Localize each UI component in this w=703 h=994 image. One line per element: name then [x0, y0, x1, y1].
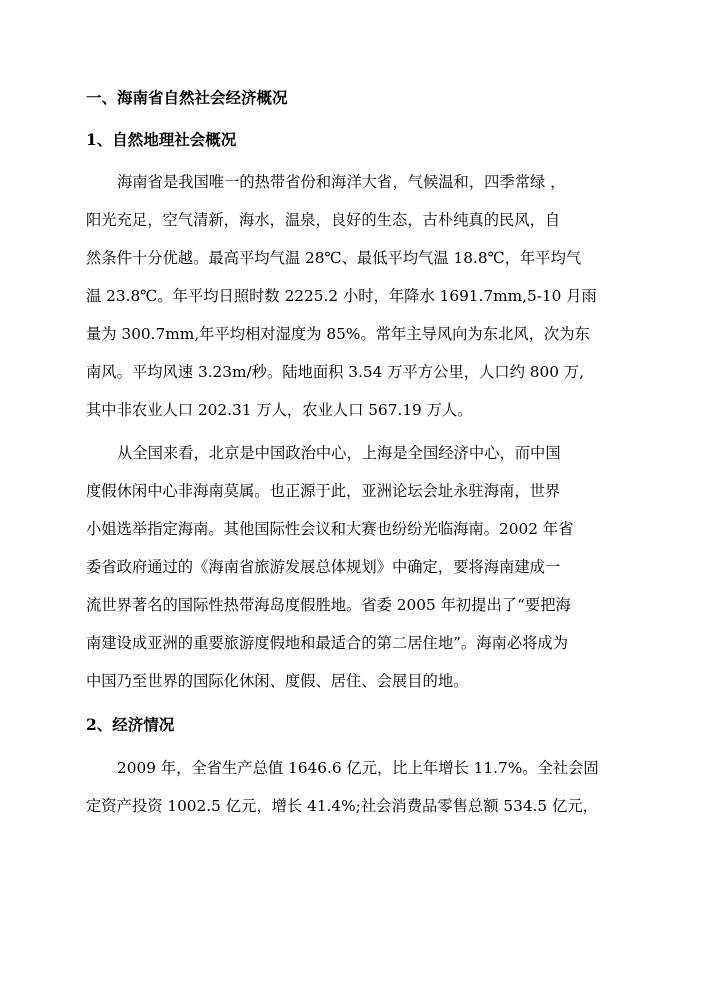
subsection-heading: 1、自然地理社会概况 — [86, 130, 237, 149]
paragraph-line: 阳光充足，空气清新，海水，温泉，良好的生态，古朴纯真的民风，自 — [86, 211, 561, 229]
subsection-heading: 2、经济情况 — [86, 715, 175, 734]
paragraph-line: 中国乃至世界的国际化休闲、度假、居住、会展目的地。 — [86, 672, 469, 690]
paragraph-line: 2009 年，全省生产总值 1646.6 亿元，比上年增长 11.7%。全社会固 — [117, 759, 599, 777]
paragraph-line: 定资产投资 1002.5 亿元，增长 41.4%;社会消费品零售总额 534.5 亿元， — [86, 797, 598, 815]
paragraph-line: 其中非农业人口 202.31 万人，农业人口 567.19 万人。 — [86, 401, 473, 419]
paragraph-line: 南建设成亚洲的重要旅游度假地和最适合的第二居住地”。海南必将成为 — [86, 634, 569, 652]
paragraph-line: 温 23.8℃。年平均日照时数 2225.2 小时，年降水 1691.7mm,5-10 月雨 — [86, 287, 597, 305]
paragraph-line: 度假休闲中心非海南莫属。也正源于此，亚洲论坛会址永驻海南，世界 — [86, 482, 561, 500]
paragraph-line: 委省政府通过的《海南省旅游发展总体规划》中确定，要将海南建成一 — [86, 558, 561, 576]
section-heading: 一、海南省自然社会经济概况 — [86, 88, 288, 107]
paragraph-line: 南风。平均风速 3.23m/秒。陆地面积 3.54 万平方公里，人口约 800 万, — [86, 363, 584, 381]
paragraph-line: 然条件十分优越。最高平均气温 28℃、最低平均气温 18.8℃，年平均气 — [86, 249, 582, 267]
paragraph-line: 海南省是我国唯一的热带省份和海洋大省，气候温和，四季常绿 ， — [117, 173, 566, 191]
paragraph-line: 流世界著名的国际性热带海岛度假胜地。省委 2005 年初提出了“要把海 — [86, 596, 571, 614]
paragraph-line: 从全国来看，北京是中国政治中心，上海是全国经济中心，而中国 — [117, 444, 561, 462]
paragraph-line: 量为 300.7mm,年平均相对湿度为 85%。常年主导风向为东北风，次为东 — [86, 325, 590, 343]
paragraph-line: 小姐选举指定海南。其他国际性会议和大赛也纷纷光临海南。2002 年省 — [86, 520, 574, 538]
